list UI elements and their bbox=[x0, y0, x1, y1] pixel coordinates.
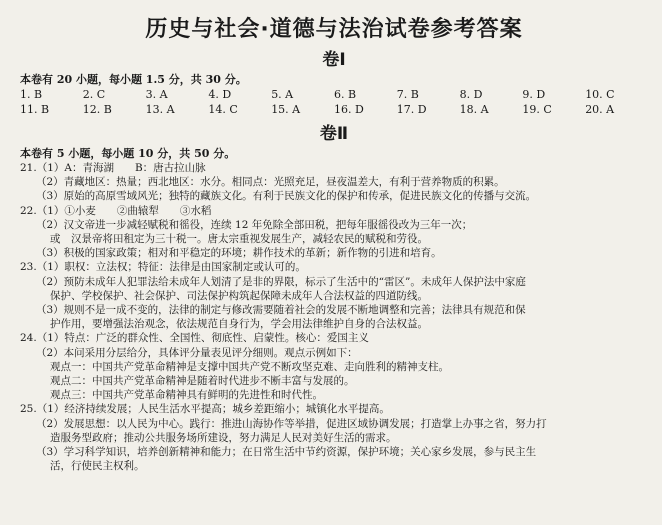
answer-item: 15. A bbox=[271, 103, 301, 116]
answer-line: 21.（1）A：青海湖 B：唐古拉山脉 bbox=[20, 162, 206, 174]
answer-item: 10. C bbox=[585, 88, 615, 101]
answer-line: （2）本问采用分层给分，具体评分量表见评分细则。观点示例如下： bbox=[36, 346, 358, 359]
answer-item: 6. B bbox=[333, 88, 357, 101]
answer-line: 观点二：中国共产党革命精神是随着时代进步不断丰富与发展的。 bbox=[50, 375, 355, 388]
answer-line: （2）青藏地区：热量；西北地区：水分。相同点：光照充足，昼夜温差大，有利于营养物质的积累。 bbox=[36, 176, 505, 189]
answer-item: 13. A bbox=[145, 103, 175, 116]
answer-line: 24.（1）特点：广泛的群众性、全国性、彻底性、启蒙性。核心：爱国主义 bbox=[20, 332, 369, 345]
answer-item: 17. D bbox=[396, 103, 427, 116]
answer-line: 22.（1）①小麦 ②曲辕犁 ③水稻 bbox=[20, 204, 212, 217]
answer-item: 20. A bbox=[585, 103, 615, 116]
answer-line: 护作用，要增强法治观念，依法规范自身行为，学会用法律维护自身的合法权益。 bbox=[50, 318, 428, 331]
answer-line: （3）规则不是一成不变的，法律的制定与修改需要随着社会的发展不断地调整和完善；法律具有规范和保 bbox=[36, 304, 526, 317]
answer-item: 16. D bbox=[333, 103, 364, 116]
answer-line: 观点三：中国共产党革命精神具有鲜明的先进性和时代性。 bbox=[50, 389, 323, 402]
answer-line: （2）汉文帝进一步减轻赋税和徭役，连续 12 年免除全部田税，把每年服徭役改为三年一次； bbox=[36, 218, 473, 231]
answer-item: 2. C bbox=[82, 88, 106, 101]
answer-line: 造服务型政府；推动公共服务场所建设，努力满足人民对美好生活的需求。 bbox=[50, 431, 397, 444]
volume-1-note: 本卷有 20 小题，每小题 1.5 分，共 30 分。 bbox=[20, 73, 247, 86]
volume-1-heading: 卷Ⅰ bbox=[322, 50, 346, 70]
answer-item: 12. B bbox=[82, 103, 112, 116]
answer-item: 18. A bbox=[459, 103, 489, 116]
answer-item: 9. D bbox=[522, 88, 546, 101]
answer-item: 8. D bbox=[459, 88, 483, 101]
volume-2-note: 本卷有 5 小题，每小题 10 分，共 50 分。 bbox=[20, 147, 236, 160]
answer-line: 观点一：中国共产党革命精神是支撑中国共产党不断攻坚克难、走向胜利的精神支柱。 bbox=[50, 360, 449, 373]
answer-line: （3）学习科学知识，培养创新精神和能力；在日常生活中节约资源，保护环境；关心家乡发展，参与民主生 bbox=[36, 446, 537, 459]
answer-item: 7. B bbox=[396, 88, 419, 101]
answer-item: 4. D bbox=[208, 88, 232, 101]
volume-2-heading: 卷Ⅱ bbox=[319, 124, 349, 144]
answer-item: 3. A bbox=[145, 88, 168, 101]
multiple-choice-answers bbox=[20, 87, 648, 117]
answer-line: （3）原始的高原雪域风光；独特的藏族文化。有利于民族文化的保护和传承，促进民族文化的传播与交流。 bbox=[36, 190, 537, 203]
open-question-answers bbox=[20, 161, 648, 473]
answer-line: 或 汉景帝将田租定为三十税一。唐太宗重视发展生产，减轻农民的赋税和劳役。 bbox=[50, 233, 428, 246]
answer-line: 23.（1）职权：立法权；特征：法律是由国家制定或认可的。 bbox=[20, 261, 306, 274]
answer-item: 19. C bbox=[522, 103, 552, 116]
answer-line: 保护、学校保护、社会保护、司法保护构筑起保障未成年人合法权益的四道防线。 bbox=[50, 289, 428, 302]
page-title: 历史与社会·道德与法治试卷参考答案 bbox=[145, 17, 523, 42]
answer-line: （2）预防未成年人犯罪法给未成年人划清了是非的界限，标示了生活中的“雷区”。未成年人保护法中家庭 bbox=[36, 275, 526, 288]
answer-item: 5. A bbox=[271, 88, 294, 101]
answer-line: 活，行使民主权利。 bbox=[50, 460, 145, 473]
answer-item: 14. C bbox=[208, 103, 238, 116]
answer-line: 25.（1）经济持续发展；人民生活水平提高；城乡差距缩小；城镇化水平提高。 bbox=[20, 403, 390, 416]
answer-line: （3）积极的国家政策；相对和平稳定的环境；耕作技术的革新；新作物的引进和培育。 bbox=[36, 247, 442, 260]
answer-line: （2）发展思想：以人民为中心。践行：推进山海协作等举措，促进区域协调发展；打造掌上办事之省，努力打 bbox=[36, 417, 547, 430]
answer-item: 1. B bbox=[20, 88, 43, 101]
answer-item: 11. B bbox=[20, 103, 50, 116]
